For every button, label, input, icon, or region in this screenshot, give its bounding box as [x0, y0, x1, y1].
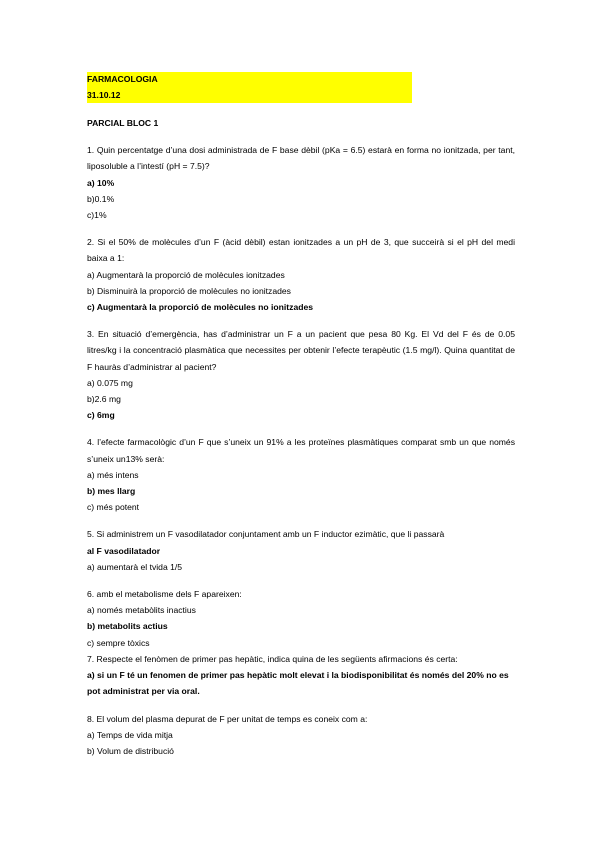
answer-option: c)1%	[87, 210, 107, 221]
question-block	[87, 711, 515, 760]
question-block	[87, 586, 515, 651]
answer-option: b) Volum de distribució	[87, 745, 174, 756]
question-text: 8. El volum del plasma depurat de F per unitat de temps es coneix com a:	[87, 713, 368, 724]
answer-option: a) Temps de vida mitja	[87, 729, 173, 740]
subject-heading: FARMACOLOGIA	[87, 72, 412, 88]
answer-option: a) Augmentarà la proporció de molècules ionitzades	[87, 269, 285, 280]
question-block	[87, 651, 515, 700]
question-block	[87, 142, 515, 223]
answer-option-correct: b) metabolits actius	[87, 621, 168, 632]
answer-option: c) més potent	[87, 502, 140, 513]
document-content	[87, 72, 515, 759]
answer-option-correct: b) mes llarg	[87, 486, 136, 497]
question-block	[87, 526, 515, 575]
question-text: 4. l’efecte farmacològic d’un F que s’uneix un 91% a les proteïnes plasmàtiques comparat smb un que només s’uneix un13% serà:	[87, 437, 515, 464]
exam-title: PARCIAL BLOC 1	[87, 118, 159, 128]
question-text: 3. En situació d’emergència, has d’administrar un F a un pacient que pesa 80 Kg. El Vd del F és de 0.05 litres/kg i la concentració plasmàtica que necessites per obtenir l’efecte terapèutic (1.5 mg/l). Quina quantitat de F hauràs d’administrar al pacient?	[87, 329, 515, 372]
question-text: 5. Si administrem un F vasodilatador conjuntament amb un F inductor ezimàtic, que li passarà	[87, 529, 445, 540]
answer-option-correct: c) 6mg	[87, 410, 115, 421]
answer-option: b)0.1%	[87, 193, 115, 204]
answer-option: a) més intens	[87, 469, 139, 480]
question-text: 7. Respecte el fenòmen de primer pas hepàtic, indica quina de les següents afirmacions és certa:	[87, 653, 458, 664]
question-text: 2. Si el 50% de molècules d’un F (àcid dèbil) estan ionitzades a un pH de 3, que succeirà si el pH del medi baixa a 1:	[87, 237, 515, 264]
answer-option-correct: a) si un F té un fenomen de primer pas hepàtic molt elevat i la biodisponibilitat és només del 20% no es pot administrat per via oral.	[87, 670, 509, 697]
answer-option: b)2.6 mg	[87, 394, 121, 405]
date-heading: 31.10.12	[87, 88, 412, 104]
question-block	[87, 234, 515, 315]
question-text: 6. amb el metabolisme dels F apareixen:	[87, 589, 242, 600]
answer-option-correct: a) 10%	[87, 177, 115, 188]
question-text: 1. Quin percentatge d’una dosi administrada de F base dèbil (pKa = 6.5) estarà en forma no ionitzada, per tant, liposoluble a l’intestí (pH = 7.5)?	[87, 145, 515, 172]
question-block	[87, 434, 515, 515]
question-text-bold: al F vasodilatador	[87, 545, 161, 556]
question-block	[87, 326, 515, 423]
answer-option: a) 0.075 mg	[87, 377, 133, 388]
answer-option: c) sempre tòxics	[87, 637, 150, 648]
answer-option-correct: c) Augmentarà la proporció de molècules no ionitzades	[87, 302, 314, 313]
answer-option: a) aumentarà el tvida 1/5	[87, 561, 183, 572]
answer-option: a) només metabòlits inactius	[87, 605, 196, 616]
question-list	[87, 142, 515, 759]
answer-option: b) Disminuirà la proporció de molècules no ionitzades	[87, 285, 291, 296]
